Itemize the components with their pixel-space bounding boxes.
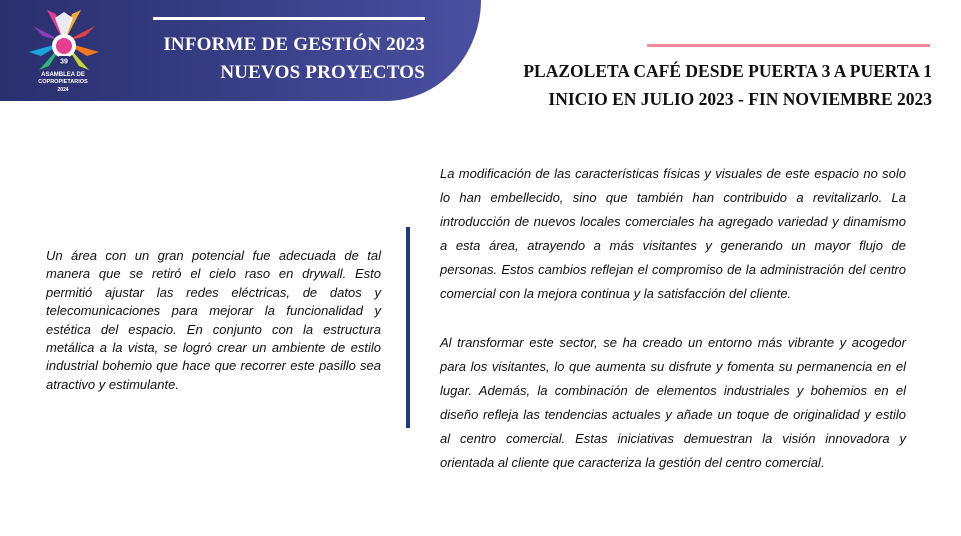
- right-description: [440, 162, 906, 475]
- left-description: Un área con un gran potencial fue adecuada de tal manera que se retiró el cielo raso en drywall. Esto permitió ajustar las redes eléctricas, de datos y telecomunicaciones para mejorar la funcionalidad y estética del espacio. En conjunto con la estructura metálica a la vista, se logró crear un ambiente de estilo industrial bohemio que hace que recorrer este pasillo sea atractivo y estimulante.: [46, 248, 381, 392]
- logo-text-line2: COPROPIETARIOS: [38, 79, 88, 85]
- project-title: [440, 57, 932, 113]
- accent-rule: [647, 44, 930, 47]
- paragraph-1: La modificación de las características físicas y visuales de este espacio no solo lo han embellecido, sino que también han contribuido a revitalizarlo. La introducción de nuevos locales comerciales ha agregado variedad y dinamismo a esta área, atrayendo a más visitantes y generando un mayor flujo de personas. Estos cambios reflejan el compromiso de la administración del centro comercial con la mejora continua y la satisfacción del cliente.: [440, 166, 906, 302]
- report-title-line1: INFORME DE GESTIÓN 2023: [163, 34, 425, 55]
- column-divider: [406, 227, 410, 428]
- project-title-line2: INICIO EN JULIO 2023 - FIN NOVIEMBRE 2023: [548, 89, 932, 109]
- report-title-line2: NUEVOS PROYECTOS: [220, 62, 425, 83]
- logo-text-line1: ASAMBLEA DE: [41, 72, 85, 78]
- report-title: [120, 31, 425, 87]
- paragraph-2: Al transformar este sector, se ha creado un entorno más vibrante y acogedor para los visitantes, lo que aumenta su disfrute y fomenta su permanencia en el lugar. Además, la combinación de elementos industriales y bohemios en el diseño refleja las tendencias actuales y añade un toque de originalidad y estilo al centro comercial. Estas iniciativas demuestran la visión innovadora y orientada al cliente que caracteriza la gestión del centro comercial.: [440, 334, 906, 471]
- project-title-line1: PLAZOLETA CAFÉ DESDE PUERTA 3 A PUERTA 1: [523, 61, 932, 81]
- logo-text-year: 2024: [57, 87, 69, 93]
- logo-number: 39: [60, 58, 68, 66]
- header-white-rule: [153, 17, 425, 20]
